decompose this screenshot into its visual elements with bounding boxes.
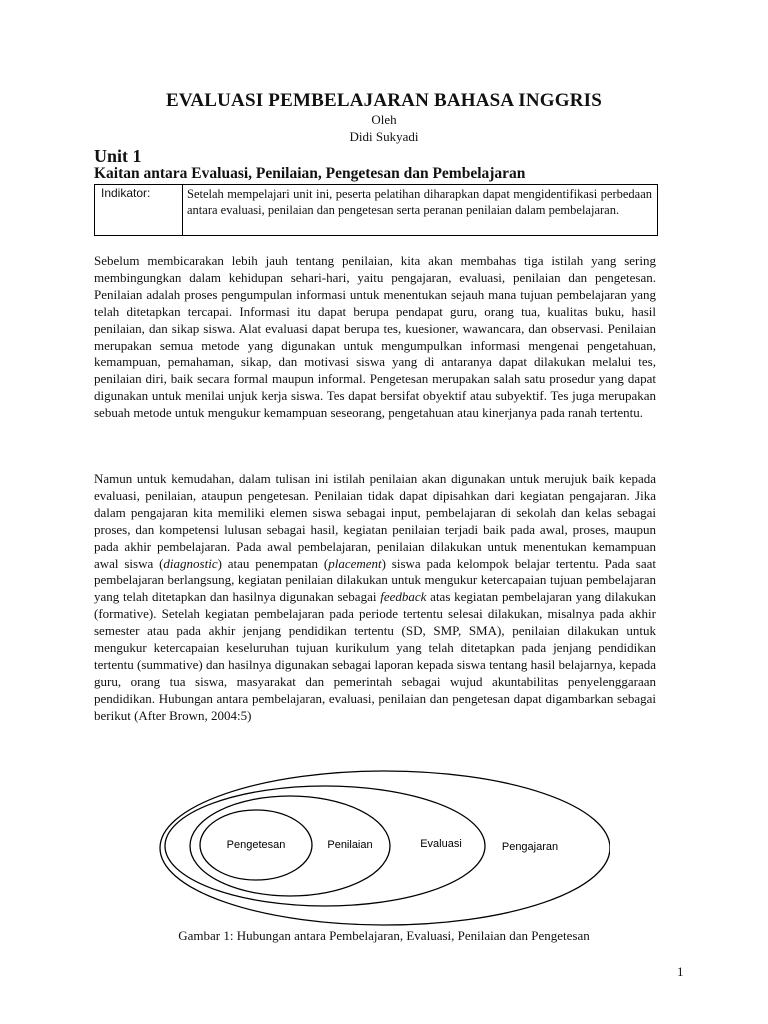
label-penilaian: Penilaian (327, 839, 373, 851)
label-evaluasi: Evaluasi (420, 838, 462, 850)
term-diagnostic: diagnostic (163, 555, 218, 571)
indicator-text: Setelah mempelajari unit ini, peserta pelatihan diharapkan dapat mengidentifikasi perbedaan antara evaluasi, penilaian dan pengetesan serta peranan penilaian dalam pembelajaran. (187, 187, 652, 217)
paragraph-2-part-3: ) siswa pada kelompok belajar tertentu. Pada saat pembelajaran berlangsung, kegiatan penilaian dilakukan untuk mengukur ketercapaian tujuan pembelajaran yang telah ditetapkan dan hasilnya digunakan sebagai (94, 555, 656, 605)
term-feedback: feedback (380, 589, 427, 605)
unit-subtitle: Kaitan antara Evaluasi, Penilaian, Pengetesan dan Pembelajaran (94, 165, 526, 182)
nested-ellipses-diagram (150, 768, 610, 928)
paragraph-2-part-1: Namun untuk kemudahan, dalam tulisan ini istilah penilaian akan digunakan untuk merujuk baik kepada evaluasi, penilaian, ataupun pengetesan. Penilaian tidak dapat dipisahkan dari kegiatan pengajaran. Jika dalam pengajaran kita memiliki elemen siswa sebagai input, pembelajaran di sekolah dan kelas sebagai proses, dan kompetensi lulusan sebagai hasil, kegiatan penilaian terjadi baik pada awal, proses, maupun pada akhir pembelajaran. Pada awal pembelajaran, penilaian dilakukan untuk menentukan kemampuan awal siswa ( (94, 471, 656, 571)
term-placement: placement (328, 555, 382, 571)
label-pengetesan: Pengetesan (226, 839, 286, 851)
byline-label: Oleh (371, 112, 397, 127)
paragraph-1: Sebelum membicarakan lebih jauh tentang penilaian, kita akan membahas tiga istilah yang sering membingungkan dalam kehidupan sehari-hari, yaitu pengajaran, evaluasi, penilaian dan pengetesan. Penilaian adalah proses pengumpulan informasi untuk menentukan sejauh mana tujuan pembelajaran yang telah ditetapkan tercapai. Informasi itu dapat berupa pendapat guru, orang tua, kualitas buku, hasil penilaian, dan sikap siswa. Alat evaluasi dapat berupa tes, kuesioner, wawancara, dan observasi. Penilaian merupakan semua metode yang digunakan untuk mengumpulkan informasi mengenai pengetahuan, kemampuan, pemahaman, sikap, dan motivasi siswa yang di antaranya dapat dilakukan melalui tes, penilaian diri, baik secara formal maupun informal. Pengetesan merupakan salah satu prosedur yang dapat digunakan untuk menilai unjuk kerja siswa. Tes dapat bersifat obyektif atau subyektif. Tes juga merupakan sebuah metode untuk mengukur kemampuan seseorang, pengetahuan atau kinerjanya pada ranah tertentu. (94, 253, 656, 421)
page-number: 1 (677, 964, 684, 979)
indicator-table (94, 184, 658, 236)
paragraph-2-part-4: atas kegiatan pembelajaran yang dilakukan (formative). Setelah kegiatan pembelajaran pada periode tertentu selesai dilakukan, misalnya pada akhir semester atau pada akhir jenjang pendidikan tertentu (SD, SMP, SMA), penilaian dilakukan untuk mengukur ketercapaian keseluruhan tujuan kurikulum yang telah ditetapkan pada jenjang pendidikan tertentu (summative) dan hasilnya digunakan sebagai laporan kepada siswa tentang hasil belajarnya, kepada guru, orang tua siswa, masyarakat dan pemerintah sebagai wujud akuntabilitas penyelenggaraan pendidikan. Hubungan antara pembelajaran, evaluasi, penilaian dan pengetesan dapat digambarkan sebagai berikut (After Brown, 2004:5) (94, 589, 657, 723)
indicator-label: Indikator: (95, 185, 183, 235)
label-pengajaran: Pengajaran (501, 841, 559, 853)
paragraph-2-part-2: ) atau penempatan ( (217, 555, 329, 571)
figure-caption: Gambar 1: Hubungan antara Pembelajaran, Evaluasi, Penilaian dan Pengetesan (178, 928, 590, 943)
document-title: EVALUASI PEMBELAJARAN BAHASA INGGRIS (165, 90, 603, 111)
unit-heading: Unit 1 (94, 146, 142, 166)
author-name: Didi Sukyadi (349, 129, 419, 144)
paragraph-2 (94, 471, 656, 725)
